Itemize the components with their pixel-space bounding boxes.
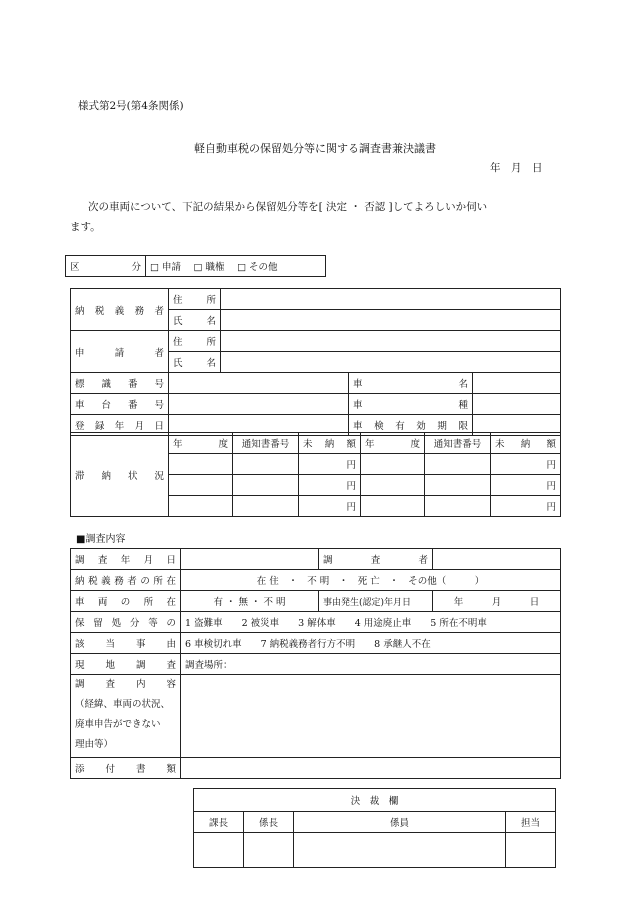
occurrence-date-label: 事由発生(認定)年月日 — [319, 591, 433, 612]
arrears-label: 滞 納 状 況 — [71, 433, 169, 517]
staff-label: 係員 — [294, 812, 506, 833]
applicant-name-field[interactable] — [221, 352, 561, 373]
attachments-label: 添 付 書 類 — [71, 758, 181, 779]
vehicle-name-label: 車 名 — [349, 373, 473, 394]
section-chief-label: 課長 — [194, 812, 244, 833]
content-label-1: 調 査 内 容 — [75, 679, 176, 690]
option-ex-officio[interactable]: □ 職権 — [193, 262, 225, 273]
option-application[interactable]: □ 申請 — [150, 262, 181, 273]
content-label-3: 廃車申告ができない — [75, 719, 161, 730]
chassis-number-field[interactable] — [169, 394, 349, 415]
vehicle-table — [70, 288, 561, 436]
yen-unit: 円 — [491, 475, 561, 496]
reason-label-2: 該 当 事 由 — [71, 633, 181, 654]
taxpayer-location-label: 納税義務者の所在 — [71, 570, 181, 591]
attachments-field[interactable] — [181, 758, 561, 779]
yen-unit: 円 — [299, 496, 361, 517]
survey-date-label: 調 査 年 月 日 — [71, 549, 181, 570]
content-label-2: （経緯、車両の状況、 — [75, 699, 171, 710]
taxpayer-name-field[interactable] — [221, 310, 561, 331]
reasons-line-1[interactable]: 1 盗難車 2 被災車 3 解体車 4 用途廃止車 5 所在不明車 — [181, 612, 561, 633]
yen-unit: 円 — [491, 496, 561, 517]
intro-line-1: 次の車両について、下記の結果から保留処分等を[ 決定 ・ 否認 ]してよろしいか伺い — [88, 201, 488, 213]
vehicle-location-options[interactable]: 有 ・ 無 ・ 不 明 — [181, 591, 319, 612]
intro-line-2: ます。 — [70, 221, 101, 233]
reasons-line-2[interactable]: 6 車検切れ車 7 納税義務者行方不明 8 承継人不在 — [181, 633, 561, 654]
yen-unit: 円 — [299, 454, 361, 475]
approval-title: 決 裁 欄 — [194, 789, 556, 812]
taxpayer-name-label: 氏 名 — [169, 310, 221, 331]
taxpayer-address-label: 住 所 — [169, 289, 221, 310]
year-field[interactable] — [361, 475, 425, 496]
yen-unit: 円 — [299, 475, 361, 496]
page-title: 軽自動車税の保留処分等に関する調査書兼決議書 — [194, 142, 436, 155]
chassis-number-label: 車 台 番 号 — [71, 394, 169, 415]
investigator-field[interactable] — [433, 549, 561, 570]
col-year-1: 年 度 — [169, 433, 233, 454]
staff-stamp[interactable] — [294, 833, 506, 868]
notice-field[interactable] — [425, 454, 491, 475]
plate-number-field[interactable] — [169, 373, 349, 394]
site-place-field[interactable]: 調査場所： — [181, 654, 561, 675]
taxpayer-address-field[interactable] — [221, 289, 561, 310]
investigator-label: 調 査 者 — [319, 549, 433, 570]
vehicle-type-field[interactable] — [473, 394, 561, 415]
reason-label-1: 保 留 処 分 等 の — [71, 612, 181, 633]
in-charge-stamp[interactable] — [506, 833, 556, 868]
section-chief-stamp[interactable] — [194, 833, 244, 868]
col-notice-2: 通知書番号 — [425, 433, 491, 454]
registration-date-label: 登 録 年 月 日 — [71, 415, 169, 436]
notice-field[interactable] — [233, 454, 299, 475]
applicant-label: 申 請 者 — [71, 331, 169, 373]
yen-unit: 円 — [491, 454, 561, 475]
site-survey-label: 現 地 調 査 — [71, 654, 181, 675]
content-field[interactable] — [181, 675, 561, 758]
vehicle-name-field[interactable] — [473, 373, 561, 394]
year-field[interactable] — [169, 454, 233, 475]
survey-date-field[interactable] — [181, 549, 319, 570]
applicant-address-field[interactable] — [221, 331, 561, 352]
taxpayer-location-options[interactable]: 在 住 ・ 不 明 ・ 死 亡 ・ その他（ ） — [181, 570, 561, 591]
notice-field[interactable] — [233, 475, 299, 496]
vehicle-location-label: 車 両 の 所 在 — [71, 591, 181, 612]
occurrence-date-field[interactable]: 年 月 日 — [433, 591, 561, 612]
arrears-table — [70, 432, 561, 517]
survey-table — [70, 548, 561, 779]
subsection-chief-label: 係長 — [244, 812, 294, 833]
in-charge-label: 担当 — [506, 812, 556, 833]
notice-field[interactable] — [425, 496, 491, 517]
year-field[interactable] — [361, 496, 425, 517]
form-number: 様式第2号(第4条関係) — [78, 100, 184, 112]
applicant-address-label: 住 所 — [169, 331, 221, 352]
approval-table — [193, 788, 556, 868]
inspection-expiry-label: 車 検 有 効 期 限 — [349, 415, 473, 436]
subsection-chief-stamp[interactable] — [244, 833, 294, 868]
category-label: 区 分 — [66, 256, 146, 277]
taxpayer-label: 納 税 義 務 者 — [71, 289, 169, 331]
year-field[interactable] — [169, 475, 233, 496]
year-field[interactable] — [361, 454, 425, 475]
plate-number-label: 標 識 番 号 — [71, 373, 169, 394]
survey-header: ■調査内容 — [76, 534, 126, 545]
category-table — [65, 255, 326, 277]
year-field[interactable] — [169, 496, 233, 517]
content-label — [71, 675, 181, 758]
category-options — [146, 256, 326, 277]
notice-field[interactable] — [233, 496, 299, 517]
col-notice-1: 通知書番号 — [233, 433, 299, 454]
col-year-2: 年 度 — [361, 433, 425, 454]
notice-field[interactable] — [425, 475, 491, 496]
col-unpaid-2: 未 納 額 — [491, 433, 561, 454]
option-other[interactable]: □ その他 — [237, 262, 278, 273]
col-unpaid-1: 未 納 額 — [299, 433, 361, 454]
content-label-4: 理由等） — [75, 739, 114, 750]
vehicle-type-label: 車 種 — [349, 394, 473, 415]
date-line: 年 月 日 — [490, 162, 543, 174]
applicant-name-label: 氏 名 — [169, 352, 221, 373]
